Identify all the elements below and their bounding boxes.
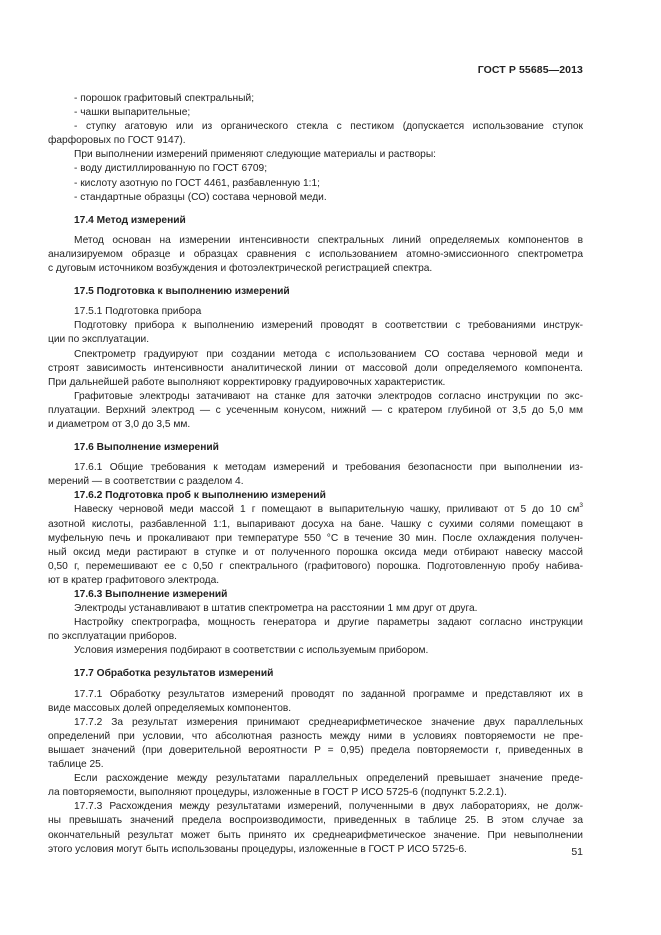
text-line: и диаметром от 3,0 до 3,5 мм. [48, 418, 191, 430]
text-line: этого условия могут быть использованы процедуры, изложенные в ГОСТ Р ИСО 5725-6. [48, 843, 467, 855]
text-line: ны превышать значений предела воспроизводимости, приведенных в таблице 25. В этом случае за [48, 815, 583, 827]
text-line: 17.7.3 Расхождения между результатами измерений, полученными в двух лабораториях, не долж- [74, 801, 583, 813]
text-line: ют в кратер графитового электрода. [48, 574, 220, 586]
list-item: - кислоту азотную по ГОСТ 4461, разбавленную 1:1; [74, 177, 320, 189]
text-line: 17.6.1 Общие требования к методам измерений и требования безопасности при выполнении из- [74, 462, 583, 474]
text-line: 0,50 г, перемешивают ее с 0,50 г спектрального (графитового) порошка. Подготовленную пробу набива- [48, 560, 583, 572]
subsection-heading-17-6-2: 17.6.2 Подготовка проб к выполнению измерений [74, 490, 326, 502]
text-line: Навеску черновой меди массой 1 г помещают в выпарительную чашку, приливают от 5 до 10 см [74, 504, 580, 516]
list-item: - порошок графитовый спектральный; [74, 93, 255, 104]
page-content [48, 92, 583, 857]
text-line: При дальнейшей работе выполняют корректировку градуировочных характеристик. [48, 376, 446, 388]
text-line: плуатации. Верхний электрод — с усеченным конусом, нижний — с кратером глубиной от 3,5 до 5,0 мм [48, 404, 583, 416]
section-heading-17-5: 17.5 Подготовка к выполнению измерений [74, 286, 290, 298]
text-line: Условия измерения подбирают в соответствии с используемым прибором. [74, 645, 429, 657]
text-line: Графитовые электроды затачивают на станке для заточки электродов согласно инструкции по экс- [74, 390, 583, 402]
text-line: Подготовку прибора к выполнению измерений проводят в соответствии с требованиями инструк- [74, 320, 583, 332]
text-line: строят зависимость интенсивности аналитической линии от массовой доли определяемого компонента. [48, 362, 583, 374]
text-line: 17.7.1 Обработку результатов измерений проводят по заданной программе и представляют их в [74, 688, 583, 700]
subsection-heading-17-6-3: 17.6.3 Выполнение измерений [74, 589, 228, 600]
text-line: вышает значений (при доверительной вероятности P = 0,95) предела повторяемости r, приведенных в [48, 744, 583, 756]
text-line: Если расхождение между результатами параллельных определений превышает значение преде- [74, 773, 583, 785]
list-item: - чашки выпарительные; [74, 107, 191, 119]
text-line: окончательный результат может быть принято их среднеарифметическое значение. При невыполнении [48, 829, 583, 841]
subsection-title: 17.5.1 Подготовка прибора [74, 306, 202, 318]
section-heading-17-6: 17.6 Выполнение измерений [74, 442, 219, 454]
materials-intro: При выполнении измерений применяют следующие материалы и растворы: [74, 149, 436, 161]
page-number: 51 [571, 846, 583, 858]
text-line: определений при условии, что абсолютная разность между ними в условиях повторяемости не пре- [48, 730, 583, 742]
text-line-with-superscript [48, 503, 583, 517]
text-line: ции по эксплуатации. [48, 334, 150, 346]
text-line: Электроды устанавливают в штатив спектрометра на расстоянии 1 мм друг от друга. [74, 603, 478, 615]
text-line: Спектрометр градуируют при создании метода с использованием СО состава черновой меди и [74, 348, 583, 360]
text-line: Метод основан на измерении интенсивности спектральных линий определяемых компонентов в [74, 234, 583, 246]
document-header: ГОСТ Р 55685—2013 [477, 64, 583, 76]
section-heading-17-7: 17.7 Обработка результатов измерений [74, 668, 274, 680]
list-item: - ступку агатовую или из органического стекла с пестиком (допускается использование ступок [74, 121, 583, 133]
text-line: таблице 25. [48, 759, 104, 771]
list-item: - стандартные образцы (СО) состава черновой меди. [74, 191, 327, 203]
list-item-continuation: фарфоровых по ГОСТ 9147). [48, 135, 186, 147]
text-line: муфельную печь и прокаливают при температуре 550 °С в течение 30 мин. После охлаждения получен- [48, 532, 583, 544]
text-line: ла повторяемости, выполняют процедуры, изложенные в ГОСТ Р ИСО 5725-6 (подпункт 5.2.2.1). [48, 787, 507, 799]
list-item: - воду дистиллированную по ГОСТ 6709; [74, 163, 268, 175]
text-line: мерений — в соответствии с разделом 4. [48, 476, 244, 488]
text-line: азотной кислоты, разбавленной 1:1, выпаривают досуха на бане. Чашку с сухими солями помещают в [48, 518, 583, 530]
superscript: 3 [579, 502, 583, 510]
text-line: с дуговым источником возбуждения и фотоэлектрической регистрацией спектра. [48, 263, 433, 275]
text-line: анализируемом образце и образцах сравнения с использованием атомно-эмиссионного спектрометра [48, 248, 583, 260]
text-line: виде массовых долей определяемых компонентов. [48, 702, 292, 714]
text-line: по эксплуатации приборов. [48, 631, 177, 643]
text-line: 17.7.2 За результат измерения принимают среднеарифметическое значение двух параллельных [74, 716, 583, 728]
text-line: Настройку спектрографа, мощность генератора и другие параметры задают согласно инструкции [74, 617, 583, 629]
text-line: ный оксид меди растирают в ступке и от полученного порошка оксида меди отбирают навеску массой [48, 546, 583, 558]
section-heading-17-4: 17.4 Метод измерений [74, 214, 186, 226]
